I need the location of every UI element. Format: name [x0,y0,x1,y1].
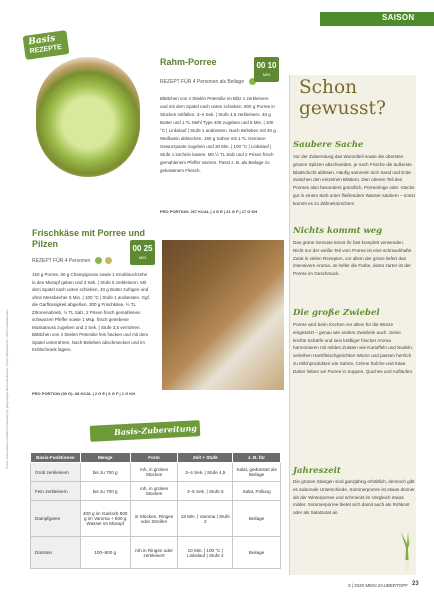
table-cell: 100–800 g [80,537,130,569]
tip-text: Das grüne Gemüse könnt ihr fast komplett verwenden. Nicht nur der weiße Teil vom Porree ist eine schmackhafte Zutat in vielen Rezepten, vor allem der grüne liefert das intensivere Aroma. Je heller die Farbe, desto zarter ist der Porree im Geschmack. [293,240,412,277]
table-cell: 400 g im Garkorb 800 g im Varoma + 500 g Wasser im Mixtopf [80,501,130,537]
tip-heading: Saubere Sache [293,140,364,150]
recipe2-time-value: 00 25 [132,244,153,253]
table-cell: Salat, Füllung [233,482,281,501]
table-cell: 4–5 Sek. | Stufe 5 [178,482,233,501]
table-cell: Dampfgaren [31,501,81,537]
page-number: 23 [412,581,419,587]
recipe1-meta-text: REZEPT FÜR 4 Personen als Beilage [160,78,245,85]
table-header: z. B. für [233,453,281,463]
recipe2-meta-text: REZEPT FÜR 4 Personen [32,257,91,264]
basis-zubereitung-heading: Basis-Zubereitung [113,422,198,438]
sidebar-title: Schon gewusst? [299,77,386,119]
tip-heading: Nichts kommt weg [293,226,383,236]
table-header: Menge [80,453,130,463]
tip-text: Porree wird beim Kochen vor allem für die Würze eingesetzt – genau wie andere Zwiebeln auch. Seine leichte Schärfe und sein kräftiger frischer Aroma harmonieren mit milden Zutaten wie Kartoffeln und Nudeln, verleihen Hackfleischgerichten Würze und passen herrlich zu Milchprodukten wie Sahne, Crème fraîche und Käse. Daher lieben wir Porree in Suppen, Quiches und Aufläufen. [293,322,414,374]
recipe2-nutrition: PRO PORTION (30 G): 68 KCAL | 2 G E | 6 G F | 1 G KH [32,391,136,396]
table-cell: Grob zerkleinern [31,463,81,482]
photo-credits: Fotos: stock.adobe.com/Martin Gaberetz (4); gettyimages.de/Foodcollection, Privat; Illustrationen: 123rf.com/lisabaratta [5,310,9,469]
table-cell: bis zu 700 g [80,482,130,501]
recipe1-title: Rahm-Porree [160,57,217,67]
table-header: Basis-Funktionen [31,453,81,463]
tip-heading: Die große Zwiebel [293,308,380,318]
table-cell: roh, in groben Stücken [130,463,178,482]
table-row [31,482,281,501]
table-cell: bis zu 700 g [80,463,130,482]
section-header-bar [320,12,434,26]
table-header: Form [130,453,178,463]
table-cell: 10 Min. | 100 °C | Linkslauf | Stufe 2 [178,537,233,569]
fridge-icon [105,257,112,264]
recipe1-time-unit: MIN [262,72,271,77]
frischkaese-bread-photo [162,240,284,390]
table-cell: roh in Ringen oder zerkleinert [130,537,178,569]
table-header: Zeit + Stufe [178,453,233,463]
table-row [31,501,281,537]
recipe2-title: Frischkäse mit Porree und Pilzen [32,228,146,249]
magazine-footer: 3 | 2020 MEIN ZAUBERTOPF [348,583,409,588]
section-label: SAISON [382,13,415,22]
table-row [31,537,281,569]
preparation-table [30,452,281,569]
recipe1-time-value: 00 10 [256,61,277,70]
tip-text: Die grünen Stangen sind ganzjährig erhältlich, dennoch gibt es saisonale Unterschiede. Sommerporree ist etwas dünner als der Winterporree und schmeckt im Vergleich etwas milder. Sommerporree bietet sich damit auch als Rohkost oder als Salatzutat an. [293,479,415,516]
table-cell: Dünsten [31,537,81,569]
tip-heading: Jahreszeit [293,466,341,476]
rahm-porree-photo [36,57,140,177]
table-cell: 18 Min. | Varoma | Stufe 2 [178,501,233,537]
table-cell: Fein zerkleinern [31,482,81,501]
recipe1-instructions: Blättchen von 4 Stielen Petersilie im Blitz 1 zerkleinern und mit dem Spatel nach unten schieben. 800 g Porree in Stücken mitfüllen, 3–4 Sek. | Stufe 4,5 zerkleinern. 40 g Butter und 1 TL Mehl Type 405 zugeben und 8 Min. | 100 °C | Linkslauf | Stufe 1 andünsten. Nach Belieben mit 40 g Weißwein ablöschen. 150 g Sahne mit 1 TL Gemüse-Gewürzpaste zugeben und 30 Min. | 100 °C | Linkslauf | Stufe 1 köcheln lassen. Mit ½ TL Salz und 2 Prisen frisch gemahlenem Pfeffer würzen. Passt z. B. als Beilage zu gebratenem Fleisch. [160,96,276,173]
badge-line2: REZEPTE [29,43,63,56]
basis-rezepte-badge [23,30,70,60]
tip-text: Vor der Zubereitung das Wurzelteil sowie die obersten grünen Spitzen abschneiden, je nach Frische die äußerste Blattschicht ablösen. Häufig sammeln sich Sand und Erde zwischen den einzelnen Blättern. Den oberen Teil des Porrees also besonders gründlich, Porreeringe oder -stücke gut in einem Sieb unter fließendem Wasser säubern – sonst kommt es zu Zähneknirschen! [293,154,415,206]
table-cell: Beilage [233,501,281,537]
table-row [31,463,281,482]
recipe2-instructions: 150 g Porree, 60 g Champignons sowie 1 Knoblauchzehe in den Mixtopf geben und 3 Sek. | Stufe 5 zerkleinern. Mit dem Spatel nach unten schieben, 40 g Butter zufügen und ohne Messbecher 5 Min. | 100 °C | Stufe 1 andünsten. Ggf. die Garflüssigkeit abgießen. 300 g Frischkäse, ½ TL Zitronenabrieb, ½ TL Salz, 2 Prisen frisch gemahlenen schwarzen Pfeffer sowie 1 Msp. frisch geriebene Muskatnuss zugeben und 2 Sek. | Stufe 3,5 verrühren. Blättchen von 4 Stielen Petersilie fein hacken und mit dem Spatel unterrühren. Nach Belieben abschmecken und im Kühlschrank lagern. [32,272,150,352]
recipe1-nutrition: PRO PORTION: 267 KCAL | 4 G E | 21 G F | 17 G KH [160,209,258,214]
recipe2-time-box [130,240,155,265]
recipe1-meta [160,78,256,85]
badge-line1: Basis [27,33,56,48]
table-cell: in Stücken, Ringen oder Streifen [130,501,178,537]
table-cell: 3–4 Sek. | Stufe 4,5 [178,463,233,482]
table-cell: roh, in groben Stücken [130,482,178,501]
recipe2-time-unit: MIN [138,255,147,260]
table-cell: Beilage [233,537,281,569]
table-cell: Salat, gedünstet als Beilage [233,463,281,482]
leek-illustration [399,530,415,570]
recipe1-time-box [254,57,279,82]
recipe2-meta [32,257,112,264]
leaf-icon [95,257,102,264]
